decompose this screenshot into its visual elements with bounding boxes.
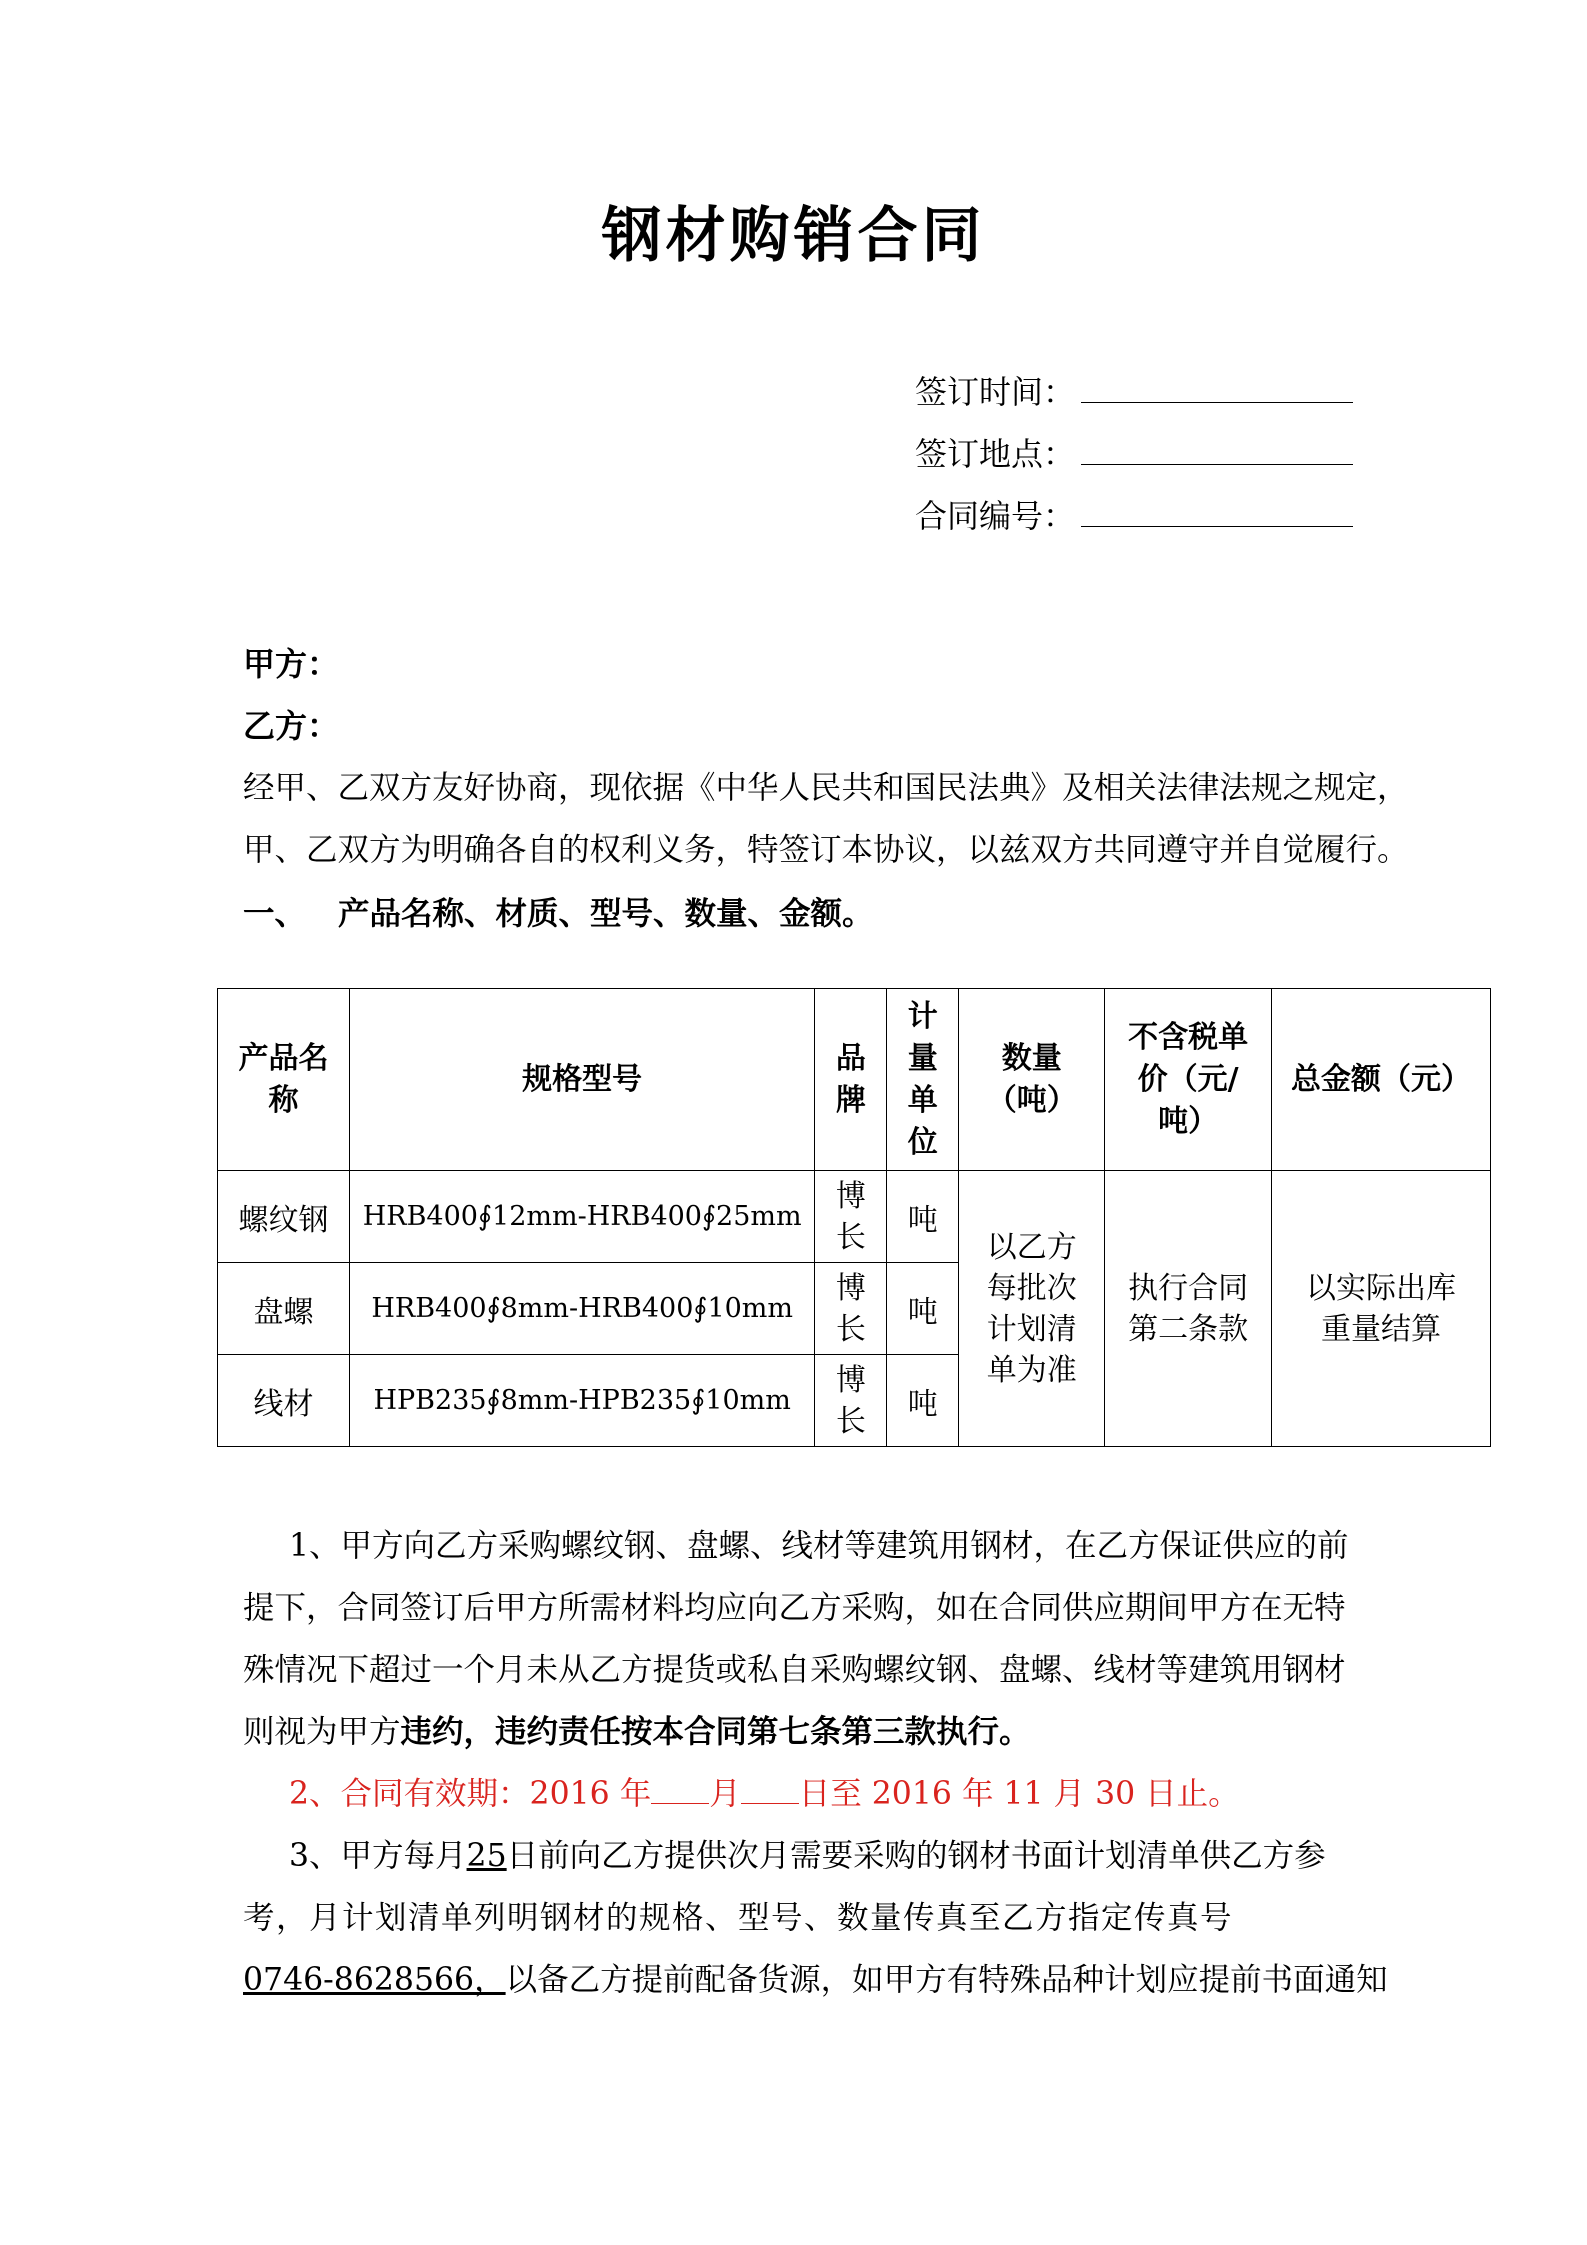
sign-place-label: 签订地点： <box>915 435 1076 473</box>
party-a-label: 甲方： <box>243 645 340 683</box>
header-unit: 计量单位 <box>887 989 959 1171</box>
cell-name: 盘螺 <box>218 1263 350 1355</box>
clause-3-start: 3、甲方每月 <box>289 1838 467 1874</box>
table-header-row <box>218 989 1491 1171</box>
cell-brand: 博长 <box>815 1355 887 1447</box>
cell-price-merged: 执行合同第二条款 <box>1105 1171 1272 1447</box>
cell-unit: 吨 <box>887 1263 959 1355</box>
clause-1-line-4 <box>243 1710 1031 1754</box>
clause-2-month: 月 <box>709 1776 741 1812</box>
day-blank <box>741 1775 799 1804</box>
clause-3-day: 25 <box>466 1838 507 1874</box>
clause-3-line-2: 考，月计划清单列明钢材的规格、型号、数量传真至乙方指定传真号 <box>243 1900 1234 1936</box>
clause-1-line-2: 提下，合同签订后甲方所需材料均应向乙方采购，如在合同供应期间甲方在无特 <box>243 1590 1346 1626</box>
product-table <box>217 988 1491 1447</box>
cell-qty-merged: 以乙方每批次计划清单为准 <box>959 1171 1105 1447</box>
cell-total-merged: 以实际出库重量结算 <box>1272 1171 1491 1447</box>
cell-spec: HRB400∮8mm-HRB400∮10mm <box>349 1263 815 1355</box>
clause-1-line-4-start: 则视为甲方 <box>243 1714 401 1750</box>
cell-unit: 吨 <box>887 1171 959 1263</box>
cell-spec: HRB400∮12mm-HRB400∮25mm <box>349 1171 815 1263</box>
cell-spec: HPB235∮8mm-HPB235∮10mm <box>349 1355 815 1447</box>
intro-line-1: 经甲、乙双方友好协商，现依据《中华人民共和国民法典》及相关法律法规之规定， <box>243 770 1409 806</box>
contract-no-row <box>915 494 1353 538</box>
header-qty: 数量（吨） <box>959 989 1105 1171</box>
section-1-text: 产品名称、材质、型号、数量、金额。 <box>338 895 874 932</box>
clause-3-line-3-rest: 以备乙方提前配备货源，如甲方有特殊品种计划应提前书面通知 <box>505 1962 1388 1998</box>
month-blank <box>651 1775 709 1804</box>
header-brand: 品牌 <box>815 989 887 1171</box>
document-title: 钢材购销合同 <box>601 201 986 271</box>
cell-name: 线材 <box>218 1355 350 1447</box>
sign-time-label: 签订时间： <box>915 373 1076 411</box>
clause-3-rest: 日前向乙方提供次月需要采购的钢材书面计划清单供乙方参 <box>506 1838 1326 1874</box>
clause-2-end: 日至 2016 年 11 月 30 日止。 <box>798 1776 1240 1812</box>
clause-3-line-3 <box>243 1958 1388 2002</box>
clause-3-line-1 <box>289 1834 1326 1878</box>
table-row <box>218 1171 1491 1263</box>
section-1-number: 一、 <box>243 895 307 932</box>
clause-1-line-3: 殊情况下超过一个月未从乙方提货或私自采购螺纹钢、盘螺、线材等建筑用钢材 <box>243 1652 1346 1688</box>
clause-2-validity <box>289 1772 1240 1816</box>
sign-time-row <box>915 370 1353 414</box>
header-price: 不含税单价（元/吨） <box>1105 989 1272 1171</box>
header-spec: 规格型号 <box>349 989 815 1171</box>
cell-unit: 吨 <box>887 1355 959 1447</box>
cell-brand: 博长 <box>815 1171 887 1263</box>
section-1-heading <box>243 892 874 936</box>
sign-time-blank <box>1081 374 1353 403</box>
clause-1-breach-text: 违约，违约责任按本合同第七条第三款执行。 <box>400 1713 1031 1750</box>
party-b-label: 乙方： <box>243 707 340 745</box>
intro-line-2: 甲、乙双方为明确各自的权利义务，特签订本协议，以兹双方共同遵守并自觉履行。 <box>243 832 1409 868</box>
cell-brand: 博长 <box>815 1263 887 1355</box>
sign-place-blank <box>1081 436 1353 465</box>
clause-1-line-1: 1、甲方向乙方采购螺纹钢、盘螺、线材等建筑用钢材，在乙方保证供应的前 <box>289 1528 1349 1564</box>
contract-no-blank <box>1081 498 1353 527</box>
clause-2-start: 2、合同有效期：2016 年 <box>289 1776 652 1812</box>
cell-name: 螺纹钢 <box>218 1171 350 1263</box>
header-name: 产品名称 <box>218 989 350 1171</box>
sign-place-row <box>915 432 1353 476</box>
contract-no-label: 合同编号： <box>915 497 1076 535</box>
fax-number: 0746-8628566， <box>243 1962 506 1998</box>
header-total: 总金额（元） <box>1272 989 1491 1171</box>
